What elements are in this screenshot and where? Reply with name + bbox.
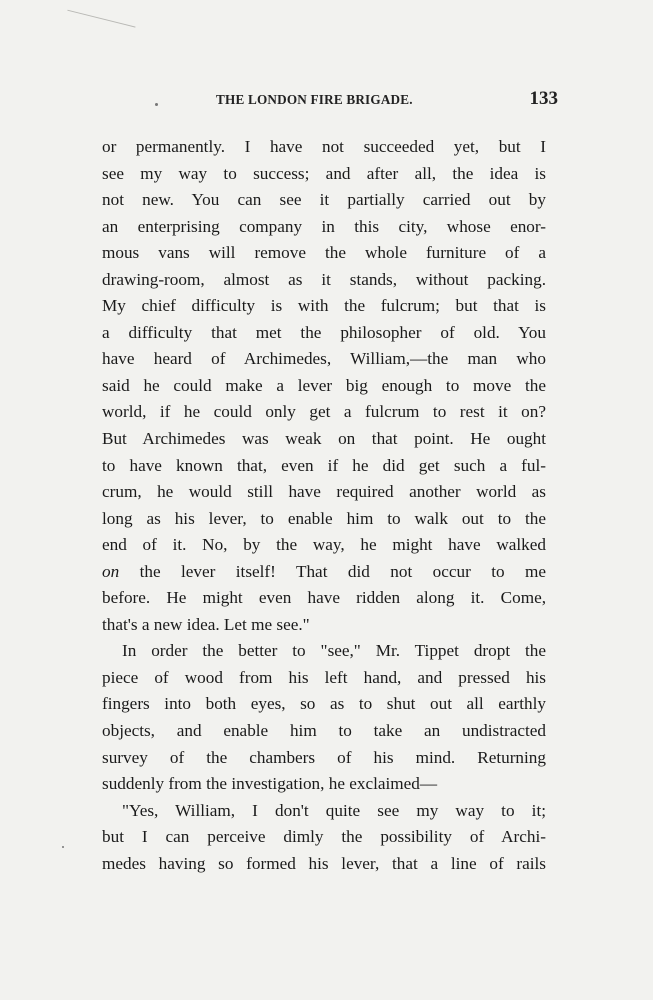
italic-word: on (102, 561, 120, 581)
text-line: crum, he would still have required another world as (102, 482, 546, 502)
text-line: see my way to success; and after all, the idea is (102, 163, 546, 183)
text-line: medes having so formed his lever, that a line of rails (102, 853, 546, 873)
text-line: a difficulty that met the philosopher of old. You (102, 322, 546, 342)
text-line: but I can perceive dimly the possibility of Archi- (102, 827, 546, 847)
body-text (102, 134, 546, 877)
text-line: My chief difficulty is with the fulcrum; but that is (102, 296, 546, 316)
text-line: survey of the chambers of his mind. Returning (102, 747, 546, 767)
page-edge-mark (67, 0, 138, 28)
page-number: 133 (529, 88, 558, 109)
text-line: not new. You can see it partially carried out by (102, 190, 546, 210)
text-line: suddenly from the investigation, he exclaimed— (102, 774, 438, 794)
text-line: or permanently. I have not succeeded yet, but I (102, 137, 546, 156)
paragraph-start-line: "Yes, William, I don't quite see my way to it; (122, 800, 546, 820)
text-line: end of it. No, by the way, he might have walked (102, 535, 546, 555)
text-line: before. He might even have ridden along it. Come, (102, 588, 546, 608)
text-line: objects, and enable him to take an undistracted (102, 721, 546, 741)
running-head: THE LONDON FIRE BRIGADE. (216, 92, 413, 107)
text-line: to have known that, even if he did get such a ful- (102, 455, 546, 475)
text-line: on the lever itself! That did not occur to me (102, 561, 546, 581)
text-line: drawing-room, almost as it stands, without packing. (102, 269, 546, 289)
text-line: mous vans will remove the whole furniture of a (102, 243, 546, 263)
text-line: world, if he could only get a fulcrum to rest it on? (102, 402, 546, 422)
ink-speck (155, 103, 158, 106)
text-line: have heard of Archimedes, William,—the man who (102, 349, 546, 369)
text-line: piece of wood from his left hand, and pressed his (102, 667, 546, 687)
page-header (100, 90, 560, 114)
paragraph-start-line: In order the better to "see," Mr. Tippet dropt the (122, 641, 546, 661)
text-line: long as his lever, to enable him to walk out to the (102, 508, 546, 528)
text-line: said he could make a lever big enough to move the (102, 375, 546, 395)
text-line: that's a new idea. Let me see." (102, 614, 310, 634)
text-line: fingers into both eyes, so as to shut out all earthly (102, 694, 546, 714)
text-line: But Archimedes was weak on that point. He ought (102, 429, 546, 449)
ink-speck (62, 846, 64, 848)
text-line: an enterprising company in this city, whose enor- (102, 216, 546, 236)
